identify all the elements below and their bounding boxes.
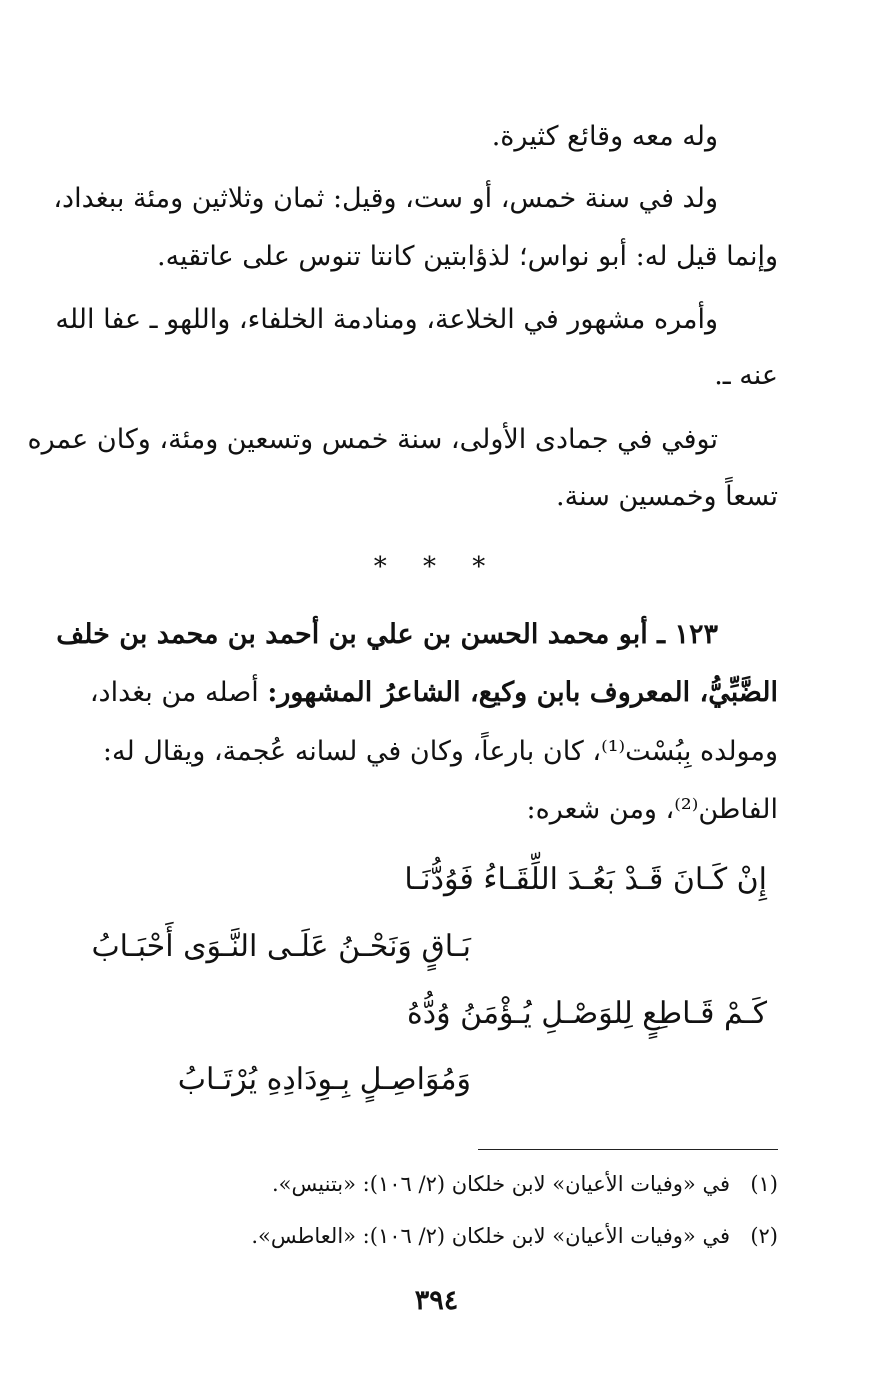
- section-separator: * * *: [373, 552, 500, 582]
- paragraph-line: ولد في سنة خمس، أو ست، وقيل: ثمان وثلاثين ومئة ببغداد،: [53, 183, 718, 214]
- footnote: [251, 1220, 778, 1252]
- paragraph-line: توفي في جمادى الأولى، سنة خمس وتسعين ومئة، وكان عمره: [27, 424, 718, 455]
- paragraph-line: عنه ـ.: [714, 360, 778, 391]
- footnote-text: في «وفيات الأعيان» لابن خلكان (٢/ ١٠٦): «العاطس».: [251, 1224, 730, 1248]
- footnote-text: في «وفيات الأعيان» لابن خلكان (٢/ ١٠٦): «بتنيس».: [272, 1172, 730, 1196]
- verse-hemistich: كَـمْ قَـاطِعٍ لِلوَصْـلِ يُـؤْمَنُ وُدُّهُ: [407, 996, 767, 1031]
- entry-heading-line: ١٢٣ ـ أبو محمد الحسن بن علي بن أحمد بن محمد بن خلف: [56, 619, 718, 650]
- entry-line: الفاطن⁽²⁾، ومن شعره:: [526, 794, 778, 825]
- entry-line: [90, 673, 778, 713]
- paragraph-line: وله معه وقائع كثيرة.: [491, 121, 718, 152]
- footnote-number: (٢): [750, 1224, 778, 1248]
- verse-hemistich: إِنْ كَـانَ قَـدْ بَعُـدَ اللِّقَـاءُ فَوُدُّنَـا: [404, 862, 767, 897]
- verse-hemistich: وَمُوَاصِـلٍ بِـوِدَادِهِ يُرْتَـابُ: [177, 1062, 471, 1097]
- entry-line: ومولده بِبُسْت⁽¹⁾، كان بارعاً، وكان في لسانه عُجمة، ويقال له:: [102, 736, 778, 767]
- footnote: [272, 1168, 778, 1200]
- paragraph-line: وإنما قيل له: أبو نواس؛ لذؤابتين كانتا تنوس على عاتقيه.: [156, 241, 778, 272]
- verse-hemistich: بَـاقٍ وَنَحْـنُ عَلَـى النَّـوَى أَحْبَـابُ: [91, 929, 471, 964]
- paragraph-line: وأمره مشهور في الخلاعة، ومنادمة الخلفاء، واللهو ـ عفا الله: [55, 304, 718, 335]
- entry-text: أصله من بغداد،: [89, 677, 268, 708]
- entry-name: الضَّبِّيُّ، المعروف بابن وكيع، الشاعرُ المشهور:: [267, 677, 778, 708]
- paragraph-line: تسعاً وخمسين سنة.: [556, 481, 778, 512]
- page-number: ٣٩٤: [414, 1285, 459, 1316]
- footnote-divider: [478, 1149, 778, 1150]
- footnote-number: (١): [750, 1172, 778, 1196]
